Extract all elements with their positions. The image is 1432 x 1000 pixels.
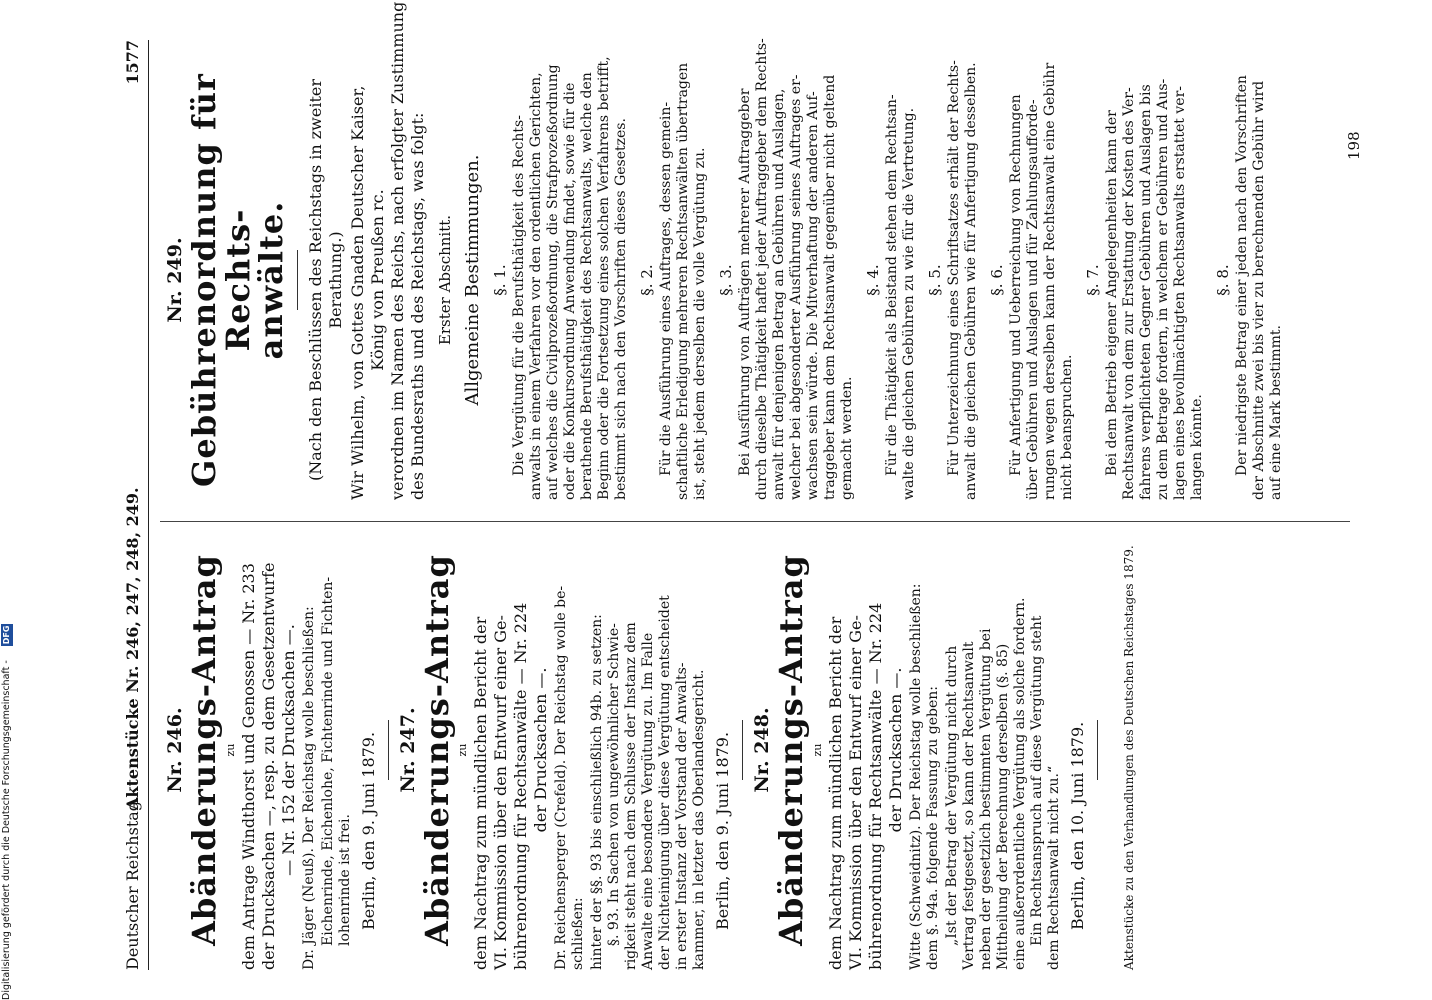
body-line: der Drucksachen —. [885, 667, 905, 833]
text-line: rigkeit steht nach dem Schlusse der Instanz dem [623, 622, 640, 970]
text-line: über Gebühren und Auslagen und für Zahlungsaufforde- [1024, 99, 1041, 500]
text-line: wachsen sein würde. Die Mitverhaftung der anderen Auf- [804, 91, 821, 500]
text-line: fahrens verpflichteten Gegner Gebühren und Auslagen bis [1137, 84, 1154, 500]
text-line: Für Anfertigung und Ueberreichung von Rechnungen [1007, 94, 1024, 476]
text-line: rungen wegen derselben kann der Rechtsanwalt eine Gebühr [1041, 62, 1058, 500]
section-number: Nr. 248. [751, 707, 774, 793]
paragraph-number: §. 8. [1213, 264, 1232, 296]
section-number: Nr. 249. [164, 237, 186, 323]
text-line: oder die Konkursordnung Anwendung findet, sowie für die [561, 82, 578, 500]
section-body [826, 530, 906, 970]
body-line: VI. Kommission über den Entwurf einer Ge- [491, 615, 511, 970]
paragraph [864, 60, 918, 500]
section-nr-249 [164, 1, 1285, 500]
paragraph-number: §. 6. [987, 264, 1006, 296]
scanned-page [100, 1, 1400, 1000]
intro-line: des Bundesraths und des Reichstags, was folgt: [407, 112, 427, 500]
paragraph-text [510, 56, 630, 500]
paragraph [926, 60, 980, 500]
mover-line: schließen: [570, 897, 587, 970]
text-line: Mittheilung der Berechnung derselben (§. 85) [994, 643, 1011, 970]
text-line: Die Vergütung für die Berufsthätigkeit des Rechts- [510, 115, 527, 476]
subtitle [306, 60, 346, 500]
mover: Dr. Jäger (Neuß). Der Reichstag wolle beschließen: [300, 606, 317, 970]
zu-label: zu [810, 743, 824, 757]
paragraph-number: §. 1. [490, 264, 509, 296]
body-line: der Drucksachen —, resp. zu dem Gesetzentwurfe [258, 562, 278, 970]
section-heading: Erster Abschnitt. [435, 214, 454, 346]
paragraph-number: §. 2. [637, 264, 656, 296]
text-line: auf eine Mark bestimmt. [1267, 325, 1284, 500]
paragraph [638, 60, 709, 500]
text-line: der Nichteinigung über diese Vergütung entscheidet [657, 595, 674, 970]
text-line: anwalt die gleichen Gebühren wie für Anfertigung desselben. [962, 62, 979, 500]
body-line: dem Nachtrag zum mündlichen Bericht der [471, 616, 491, 970]
date-line: Berlin, den 9. Juni 1879. [358, 731, 378, 930]
body-line: dem Antrage Windthorst und Genossen — Nr. 233 [238, 563, 258, 970]
paragraph-text [1234, 60, 1285, 500]
paragraph [988, 60, 1076, 500]
intro-line: Wir Wilhelm, von Gottes Gnaden Deutscher Kaiser, [347, 85, 367, 500]
text-line: langen könnte. [1188, 394, 1205, 500]
text-line: „Ist der Betrag der Vergütung nicht durch [943, 645, 960, 946]
text-line: gemacht werden. [838, 376, 855, 500]
text-line: lagen eines bevollmächtigten Rechtsanwalts erstattet ver- [1171, 86, 1188, 500]
section-nr-246 [164, 530, 389, 970]
paragraph [716, 38, 856, 500]
text-line: der Abschnitte zwei bis vier zu berechnenden Gebühr wird [1250, 80, 1267, 500]
text-line: in erster Instanz der Vorstand der Anwalts- [674, 662, 691, 970]
text-line: Für Unterzeichnung eines Schriftsatzes erhält der Rechts- [945, 60, 962, 476]
credit-text: Digitalisierung gefördert durch die Deutsche Forschungsgemeinschaft - [1, 660, 12, 1000]
body-line: — Nr. 152 der Drucksachen —. [278, 624, 298, 876]
text-line: walte die gleichen Gebühren zu wie für die Vertretung. [900, 107, 917, 500]
paragraph-text [884, 60, 918, 500]
body-line: der Drucksachen —. [531, 667, 551, 833]
text-line: Vertrag festgesetzt, so kann der Rechtsanwalt [960, 641, 977, 970]
mover [908, 530, 942, 970]
text-line: Bei dem Betrieb eigener Angelegenheiten kann der [1103, 110, 1120, 476]
motion-text [589, 530, 708, 970]
text-line: schaftliche Erledigung mehreren Rechtsanwälten übertragen [674, 62, 691, 500]
paragraph-text [946, 60, 980, 500]
text-line: Eichenrinde, Eichenlohe, Fichtenrinde und Fichten- [319, 576, 336, 946]
right-column [160, 1, 1287, 500]
separator-rule [1097, 720, 1098, 780]
header-left: Deutscher Reichstag. [123, 795, 142, 970]
section-body [471, 530, 551, 970]
text-line: nicht beanspruchen. [1058, 354, 1075, 500]
section-nr-248 [751, 530, 1136, 970]
title-line: Gebührenordnung für Rechts- [185, 73, 257, 487]
paragraph-number: §. 4. [863, 264, 882, 296]
text-line: bestimmt sich nach den Vorschriften dieses Gesetzes. [612, 118, 629, 500]
text-line: durch dieselbe Thätigkeit haftet jeder Auftraggeber dem Rechts- [753, 38, 770, 500]
mover-line: dem §. 94a. folgende Fassung zu geben: [924, 686, 941, 970]
text-line: anwalts in einem Verfahren vor den ordentlichen Gerichten, [527, 72, 544, 500]
paragraph-text [658, 60, 709, 500]
paragraph-text [1008, 60, 1076, 500]
text-line: lohenrinde ist frei. [336, 814, 353, 946]
paragraph-text [1104, 60, 1206, 500]
paragraph [490, 56, 630, 500]
section-subtitle: Allgemeine Bestimmungen. [461, 154, 483, 406]
text-line: traggeber kann dem Rechtsanwalt gegenüber nicht geltend [821, 74, 838, 500]
zu-label: zu [223, 743, 237, 757]
intro [347, 1, 428, 500]
text-line: anwalt für denjenigen Betrag an Gebühren und Auslagen, [770, 88, 787, 500]
digitization-credit [0, 0, 14, 1000]
subtitle-line: Berathung.) [325, 231, 345, 329]
section-nr-247 [397, 530, 744, 970]
zu-label: zu [456, 743, 470, 757]
section-title: Abänderungs-Antrag [417, 554, 456, 946]
left-column [160, 530, 1136, 970]
text-line: Anwalte eine besondere Vergütung zu. Im Falle [640, 632, 657, 970]
section-title: Abänderungs-Antrag [185, 554, 223, 946]
motion-text [944, 530, 1063, 970]
mover-line: Witte (Schweidnitz). Der Reichstag wolle beschließen: [907, 583, 924, 970]
text-line: welcher bei abgesonderter Ausführung seines Auftrages er- [787, 74, 804, 500]
header-page-number: 1577 [123, 40, 142, 85]
bottom-page-number: 198 [1345, 131, 1363, 160]
page-header [108, 40, 149, 970]
motion-text [320, 530, 354, 970]
section-title [185, 60, 291, 500]
text-line: Bei Ausführung von Aufträgen mehrerer Auftraggeber [736, 88, 753, 476]
page-footnote: Aktenstücke zu den Verhandlungen des Deutschen Reichstages 1879. [1121, 545, 1136, 970]
paragraph [1214, 60, 1285, 500]
title-line: anwälte. [252, 200, 291, 360]
section-title: Abänderungs-Antrag [772, 554, 811, 946]
text-line: berathende Berufsthätigkeit des Rechtsanwalts, welche den [578, 72, 595, 500]
text-line: neben der gesetzlich bestimmten Vergütung bei [977, 628, 994, 970]
text-line: Für die Thätigkeit als Beistand stehen dem Rechtsan- [883, 94, 900, 476]
paragraph-number: §. 5. [925, 264, 944, 296]
text-line: dem Rechtsanwalt nicht zu.“ [1045, 765, 1062, 970]
text-line: eine außerordentliche Vergütung als solche fordern. [1011, 597, 1028, 970]
column-divider [160, 521, 1350, 522]
section-body [239, 530, 299, 970]
separator-rule [297, 250, 298, 310]
separator-rule [388, 720, 389, 780]
text-line: Ein Rechtsanspruch auf diese Vergütung steht [1028, 615, 1045, 946]
separator-rule [742, 720, 743, 780]
paragraph-number: §. 3. [716, 264, 735, 296]
text-line: Rechtsanwalt von dem zur Erstattung der Kosten des Ver- [1120, 87, 1137, 500]
scan-sidebar [0, 0, 14, 1000]
dfg-logo: DFG [2, 625, 11, 645]
header-center: Aktenstücke Nr. 246, 247, 248, 249. [123, 487, 142, 810]
mover [553, 530, 587, 970]
date-line: Berlin, den 10. Juni 1879. [1067, 721, 1087, 930]
section-number: Nr. 246. [164, 707, 186, 793]
text-line: Beginn oder die Fortsetzung eines solchen Verfahrens betrifft, [595, 56, 612, 500]
text-line: kammer, in letzter das Oberlandesgericht. [691, 669, 708, 970]
intro-line: König von Preußen rc. [367, 189, 387, 371]
text-line: zu dem Betrage fordern, in welchem er Gebühren und Aus- [1154, 78, 1171, 500]
section-number: Nr. 247. [396, 707, 419, 793]
text-line: hinter der §§. 93 bis einschließlich 94b. zu setzen: [589, 614, 606, 970]
page-canvas [100, 1, 1400, 1000]
text-line: §. 93. In Sachen von ungewöhnlicher Schwie- [606, 623, 623, 946]
subtitle-line: (Nach den Beschlüssen des Reichstags in zweiter [305, 78, 325, 482]
mover-line: Dr. Reichensperger (Crefeld). Der Reichstag wolle be- [553, 585, 570, 970]
intro-line: verordnen im Namen des Reichs, nach erfolgter Zustimmung [387, 1, 407, 500]
text-line: Für die Ausführung eines Auftrages, dessen gemein- [657, 101, 674, 476]
text-line: ist, steht jedem derselben die volle Vergütung zu. [691, 147, 708, 500]
date-line: Berlin, den 9. Juni 1879. [713, 731, 733, 930]
paragraph-text [736, 38, 856, 500]
body-line: bührenordnung für Rechtsanwälte — Nr. 224 [511, 602, 531, 970]
text-line: Der niedrigste Betrag einer jeden nach den Vorschriften [1233, 75, 1250, 476]
body-line: VI. Kommission über den Entwurf einer Ge- [845, 615, 865, 970]
body-line: dem Nachtrag zum mündlichen Bericht der [825, 616, 845, 970]
text-line: auf welches die Civilprozeßordnung, die Strafprozeßordnung [544, 64, 561, 500]
paragraph-number: §. 7. [1083, 264, 1102, 296]
body-line: bührenordnung für Rechtsanwälte — Nr. 224 [865, 602, 885, 970]
paragraph [1084, 60, 1206, 500]
